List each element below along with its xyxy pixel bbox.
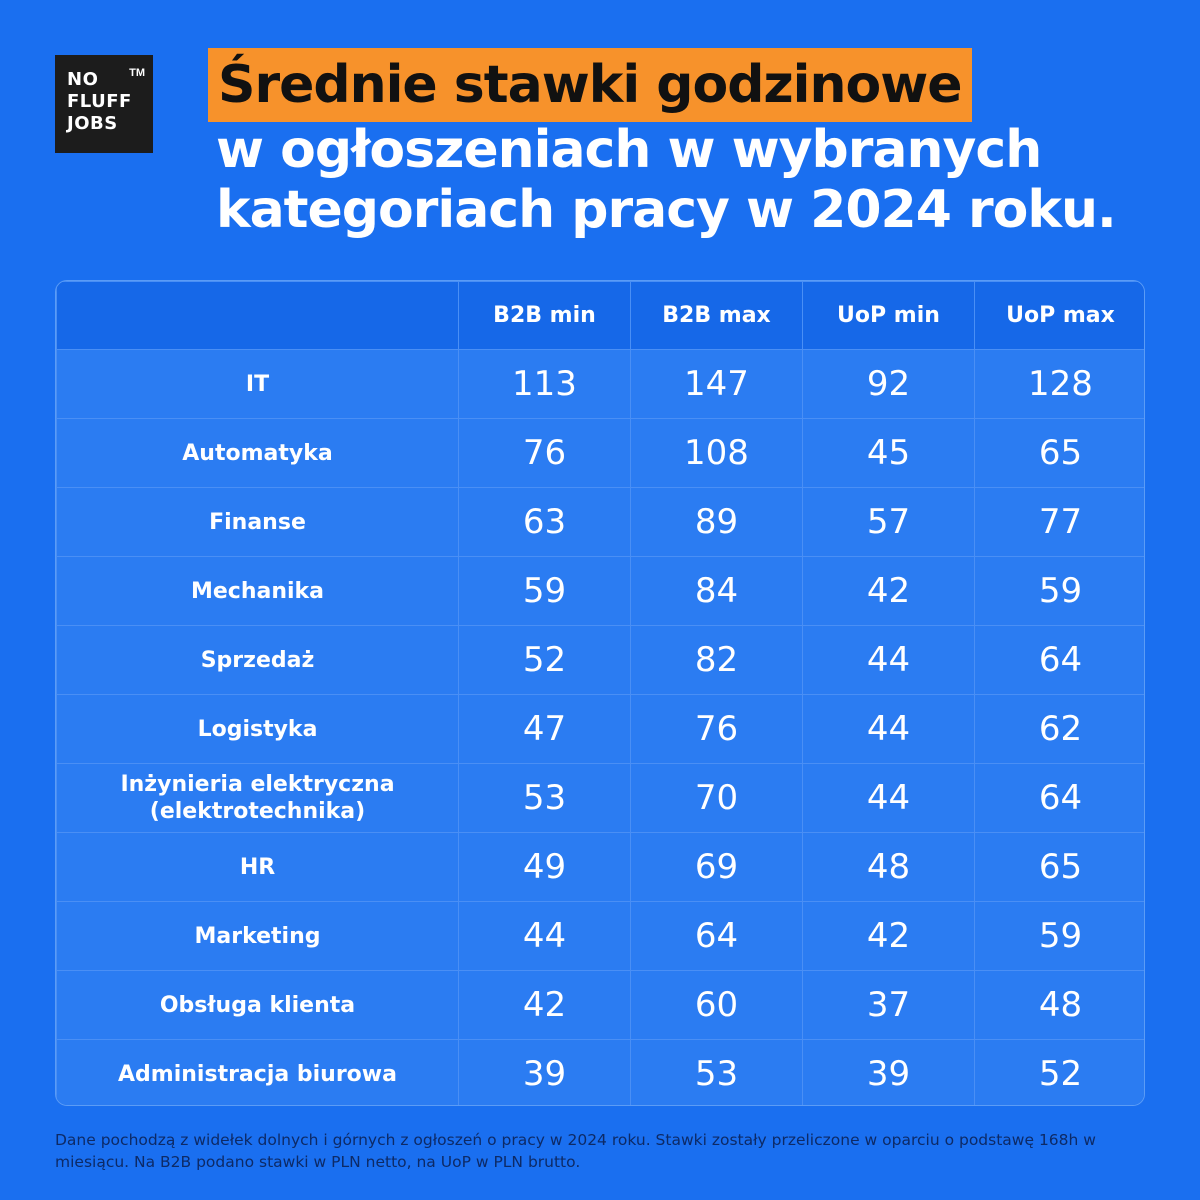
value-cell: 76 xyxy=(459,419,631,488)
table-row xyxy=(57,764,1146,833)
rates-table xyxy=(56,281,1145,1106)
value-cell: 89 xyxy=(631,488,803,557)
category-label: Marketing xyxy=(57,902,459,971)
value-cell: 48 xyxy=(975,971,1146,1040)
category-label: Sprzedaż xyxy=(57,626,459,695)
value-cell: 42 xyxy=(803,557,975,626)
value-cell: 64 xyxy=(975,764,1146,833)
category-label: Automatyka xyxy=(57,419,459,488)
header-cell-uop-min: UoP min xyxy=(803,282,975,350)
value-cell: 53 xyxy=(459,764,631,833)
table-row xyxy=(57,488,1146,557)
table-row xyxy=(57,902,1146,971)
category-label: IT xyxy=(57,350,459,419)
category-label: HR xyxy=(57,833,459,902)
table-row xyxy=(57,833,1146,902)
value-cell: 62 xyxy=(975,695,1146,764)
value-cell: 64 xyxy=(631,902,803,971)
table-header-row xyxy=(57,282,1146,350)
nofluffjobs-logo xyxy=(55,55,153,153)
value-cell: 57 xyxy=(803,488,975,557)
value-cell: 37 xyxy=(803,971,975,1040)
category-label: Obsługa klienta xyxy=(57,971,459,1040)
table-row xyxy=(57,557,1146,626)
value-cell: 42 xyxy=(459,971,631,1040)
footnote: Dane pochodzą z widełek dolnych i górnych z ogłoszeń o pracy w 2024 roku. Stawki zostały przeliczone w oparciu o podstawę 168h w miesiącu. Na B2B podano stawki w PLN netto, na UoP w PLN brutto. xyxy=(55,1131,1096,1171)
title-line-2: w ogłoszeniach w wybranych xyxy=(216,120,1042,180)
table-row xyxy=(57,695,1146,764)
value-cell: 52 xyxy=(459,626,631,695)
value-cell: 76 xyxy=(631,695,803,764)
value-cell: 128 xyxy=(975,350,1146,419)
value-cell: 47 xyxy=(459,695,631,764)
table-row xyxy=(57,1040,1146,1107)
table-row xyxy=(57,419,1146,488)
value-cell: 63 xyxy=(459,488,631,557)
value-cell: 53 xyxy=(631,1040,803,1107)
value-cell: 82 xyxy=(631,626,803,695)
page-title xyxy=(208,48,1168,242)
value-cell: 39 xyxy=(459,1040,631,1107)
table-row xyxy=(57,971,1146,1040)
value-cell: 65 xyxy=(975,833,1146,902)
value-cell: 49 xyxy=(459,833,631,902)
value-cell: 77 xyxy=(975,488,1146,557)
logo-line-1: NO xyxy=(67,69,99,90)
value-cell: 44 xyxy=(803,626,975,695)
value-cell: 84 xyxy=(631,557,803,626)
value-cell: 69 xyxy=(631,833,803,902)
table-row xyxy=(57,626,1146,695)
value-cell: 147 xyxy=(631,350,803,419)
value-cell: 113 xyxy=(459,350,631,419)
header-cell-category xyxy=(57,282,459,350)
header-cell-uop-max: UoP max xyxy=(975,282,1146,350)
category-label: Inżynieria elektryczna (elektrotechnika) xyxy=(57,764,459,833)
category-label: Mechanika xyxy=(57,557,459,626)
logo-trademark: TM xyxy=(129,67,145,79)
value-cell: 108 xyxy=(631,419,803,488)
value-cell: 39 xyxy=(803,1040,975,1107)
value-cell: 52 xyxy=(975,1040,1146,1107)
value-cell: 70 xyxy=(631,764,803,833)
header-cell-b2b-max: B2B max xyxy=(631,282,803,350)
category-label: Finanse xyxy=(57,488,459,557)
value-cell: 44 xyxy=(803,764,975,833)
rates-table-container xyxy=(55,280,1145,1106)
title-highlight: Średnie stawki godzinowe xyxy=(208,48,972,122)
value-cell: 92 xyxy=(803,350,975,419)
value-cell: 65 xyxy=(975,419,1146,488)
value-cell: 45 xyxy=(803,419,975,488)
logo-line-2: FLUFF xyxy=(67,91,132,112)
table-body xyxy=(57,350,1146,1107)
value-cell: 59 xyxy=(459,557,631,626)
value-cell: 59 xyxy=(975,557,1146,626)
value-cell: 44 xyxy=(803,695,975,764)
header-cell-b2b-min: B2B min xyxy=(459,282,631,350)
category-label: Administracja biurowa xyxy=(57,1040,459,1107)
value-cell: 64 xyxy=(975,626,1146,695)
table-row xyxy=(57,350,1146,419)
value-cell: 60 xyxy=(631,971,803,1040)
title-line-3: kategoriach pracy w 2024 roku. xyxy=(216,180,1116,240)
value-cell: 44 xyxy=(459,902,631,971)
value-cell: 59 xyxy=(975,902,1146,971)
value-cell: 42 xyxy=(803,902,975,971)
value-cell: 48 xyxy=(803,833,975,902)
logo-line-3: JOBS xyxy=(67,113,118,134)
category-label: Logistyka xyxy=(57,695,459,764)
